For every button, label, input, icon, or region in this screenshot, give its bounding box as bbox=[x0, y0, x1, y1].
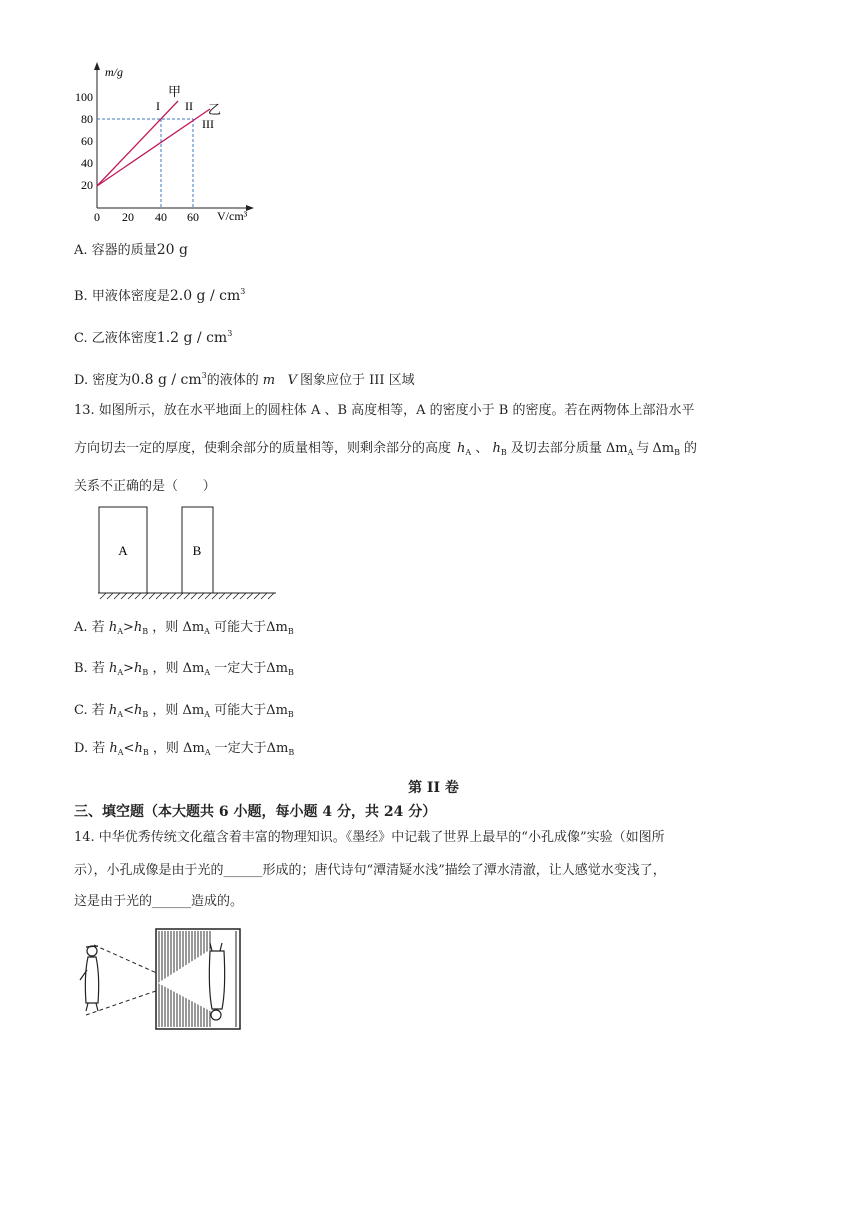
x-tick-0: 0 bbox=[94, 210, 100, 224]
cylinder-a-label: A bbox=[118, 543, 128, 558]
cylinder-figure bbox=[98, 505, 278, 605]
option-value: 1.2 g / cm bbox=[156, 330, 228, 346]
q13-text: 及切去部分质量 bbox=[510, 441, 602, 456]
option-value: 0.8 g / cm bbox=[131, 372, 202, 388]
q13-option-c: C. 若 $h_A<h_B$ ，则 $\Delta m_A$ 可能大于$\Delta m_B$ bbox=[74, 703, 294, 719]
option-text: 图象应位于 III 区域 bbox=[300, 373, 415, 388]
person-inverted-icon bbox=[209, 943, 224, 1020]
option-text: 的液体的 bbox=[206, 373, 259, 388]
q13-option-b: B. 若 $h_A>h_B$ ，则 $\Delta m_A$ 一定大于$\Delta m_B$ bbox=[74, 661, 294, 677]
q13-option-d: D. 若 $h_A<h_B$ ，则 $\Delta m_A$ 一定大于$\Delta m_B$ bbox=[74, 741, 295, 757]
series-jia-line bbox=[97, 101, 178, 186]
x-tick-40: 40 bbox=[155, 210, 167, 224]
separator: 、 bbox=[475, 441, 489, 456]
y-tick-80: 80 bbox=[81, 112, 93, 126]
volume-title: 第 II 卷 bbox=[408, 780, 459, 796]
mass-volume-graph bbox=[65, 58, 265, 228]
y-axis-arrow bbox=[94, 62, 100, 70]
label-II: II bbox=[185, 99, 193, 113]
symbol-m: m bbox=[262, 373, 276, 388]
label-I: I bbox=[156, 99, 160, 113]
pinhole-camera-figure bbox=[74, 925, 246, 1035]
x-axis-label: V/cm³ bbox=[217, 209, 248, 223]
y-tick-20: 20 bbox=[81, 178, 93, 192]
q13-text: 与 bbox=[636, 441, 650, 456]
option-text: 容器的质量 bbox=[91, 243, 157, 258]
q12-option-d bbox=[74, 367, 415, 390]
y-tick-40: 40 bbox=[81, 156, 93, 170]
y-tick-100: 100 bbox=[75, 90, 93, 104]
q13-option-a: A. 若 $h_A>h_B$ ，则 $\Delta m_A$ 可能大于$\Delta m_B$ bbox=[74, 620, 294, 636]
label-jia: 甲 bbox=[168, 84, 182, 99]
section-heading: 三、填空题（本大题共 6 小题，每小题 4 分，共 24 分） bbox=[74, 804, 437, 820]
option-letter: B. bbox=[74, 289, 88, 304]
option-value: 2.0 g / cm bbox=[169, 288, 241, 304]
sub-a: A bbox=[465, 448, 472, 457]
delta-m-a: $\Delta m_A$ bbox=[605, 441, 634, 457]
person-upright-icon bbox=[80, 946, 99, 1011]
delta-m-b: $\Delta m_B$ bbox=[652, 441, 681, 457]
option-letter: C. bbox=[74, 331, 88, 346]
q13-text: 方向切去一定的厚度，使剩余部分的质量相等，则剩余部分的高度 bbox=[74, 441, 452, 456]
label-yi: 乙 bbox=[208, 102, 222, 117]
q13-text: 的 bbox=[684, 441, 698, 456]
q12-option-c bbox=[74, 325, 232, 348]
q14-line2: 示），小孔成像是由于光的______形成的；唐代诗句“潭清疑水浅”描绘了潭水清澈，让人感觉水变浅了， bbox=[74, 863, 666, 878]
q12-option-a bbox=[74, 241, 188, 260]
q12-option-b bbox=[74, 283, 245, 306]
q13-line3: 关系不正确的是（ ） bbox=[74, 479, 216, 494]
y-axis-label: m/g bbox=[105, 65, 123, 79]
option-value: 20 g bbox=[156, 242, 188, 258]
y-tick-60: 60 bbox=[81, 134, 93, 148]
ground-hatching bbox=[100, 593, 274, 599]
x-tick-60: 60 bbox=[187, 210, 199, 224]
x-tick-20: 20 bbox=[122, 210, 134, 224]
symbol-h: h bbox=[457, 441, 466, 456]
option-sup: 3 bbox=[240, 287, 246, 296]
dash: – bbox=[278, 373, 285, 388]
option-letter: A. bbox=[74, 243, 88, 258]
symbol-h: h bbox=[492, 441, 501, 456]
option-letter: D. bbox=[74, 373, 89, 388]
cylinder-b-label: B bbox=[192, 543, 202, 558]
label-III: III bbox=[202, 117, 214, 131]
option-sup: 3 bbox=[201, 371, 207, 380]
q13-line2 bbox=[74, 440, 697, 462]
q14-line1: 14. 中华优秀传统文化蕴含着丰富的物理知识。《墨经》中记载了世界上最早的“小孔成像”实验（如图所 bbox=[74, 830, 665, 845]
q13-line1: 13. 如图所示，放在水平地面上的圆柱体 A 、B 高度相等，A 的密度小于 B 的密度。若在两物体上部沿水平 bbox=[74, 403, 695, 418]
option-text: 乙液体密度 bbox=[91, 331, 157, 346]
symbol-v: V bbox=[287, 373, 297, 388]
option-text: 甲液体密度是 bbox=[91, 289, 170, 304]
option-sup: 3 bbox=[227, 329, 233, 338]
option-text: 密度为 bbox=[92, 373, 132, 388]
sub-b: B bbox=[500, 448, 507, 457]
q14-line3: 这是由于光的______造成的。 bbox=[74, 894, 244, 909]
